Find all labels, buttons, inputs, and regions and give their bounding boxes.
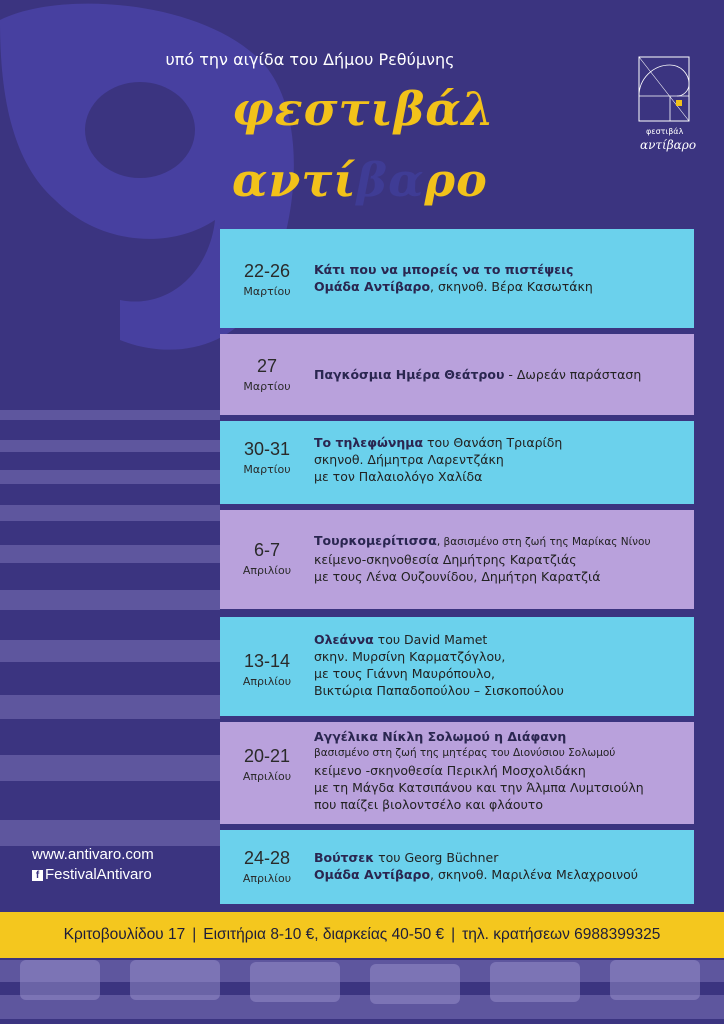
event-month: Απριλίου: [242, 872, 292, 885]
event-text: κείμενο-σκηνοθεσία Δημήτρης Καρατζιάς: [314, 552, 577, 567]
event-line: [314, 796, 688, 813]
event-line: [314, 779, 688, 796]
event-line: [314, 551, 688, 568]
event-card: [220, 229, 694, 328]
event-date: [224, 261, 310, 298]
festival-title-line1: φεστιβάλ: [232, 82, 495, 136]
facebook-handle: FestivalAntivaro: [45, 866, 152, 883]
festival-logo-icon: [638, 56, 690, 122]
event-card: [220, 617, 694, 716]
footer-separator: |: [192, 926, 197, 943]
event-title: Τουρκομερίτισσα: [314, 533, 437, 548]
facebook-link[interactable]: [32, 866, 152, 883]
event-date: [224, 540, 310, 577]
event-line: [314, 665, 688, 682]
facebook-icon: f: [32, 870, 43, 881]
event-days: 22-26: [243, 261, 291, 281]
event-title: Αγγέλικα Νίκλη Σολωμού η Διάφανη: [314, 729, 567, 744]
event-text: του Θανάση Τριαρίδη: [423, 435, 563, 450]
event-line: [314, 261, 688, 278]
event-info: [314, 532, 688, 585]
event-text: βασισμένο στη ζωή της μητέρας του Διονύσιου Σολωμού: [314, 747, 616, 759]
event-info: [314, 631, 688, 699]
event-info: [314, 261, 688, 295]
event-line: [314, 728, 688, 745]
patronage-text: υπό την αιγίδα του Δήμου Ρεθύμνης: [165, 50, 455, 69]
event-line: [314, 849, 688, 866]
event-card: [220, 830, 694, 904]
event-info: [314, 849, 688, 883]
event-title: Ομάδα Αντίβαρο: [314, 867, 431, 882]
event-text: Βικτώρια Παπαδοπούλου – Σισκοπούλου: [314, 683, 564, 698]
logo-big-text: αντίβαρο: [640, 138, 697, 152]
event-date: [224, 848, 310, 885]
event-date: [224, 439, 310, 476]
event-month: Απριλίου: [242, 675, 292, 688]
event-text: σκηνοθ. Δήμητρα Λαρεντζάκη: [314, 452, 504, 467]
event-line: [314, 532, 688, 551]
event-title: Ολεάννα: [314, 632, 374, 647]
event-title: Ομάδα Αντίβαρο: [314, 279, 431, 294]
event-title: Κάτι που να μπορείς να το πιστέψεις: [314, 262, 574, 277]
event-text: με τους Λένα Ουζουνίδου, Δημήτρη Καρατζιά: [314, 569, 601, 584]
event-days: 30-31: [243, 439, 291, 459]
footer-separator: |: [451, 926, 456, 943]
title-part-a: αντί: [232, 153, 357, 207]
title-part-b: βα: [356, 153, 425, 207]
event-days: 24-28: [243, 848, 291, 868]
event-days: 6-7: [253, 540, 280, 560]
footer-address: Κριτοβουλίδου 17: [63, 926, 186, 943]
event-info: [314, 434, 688, 485]
event-days: 20-21: [243, 746, 291, 766]
event-line: [314, 451, 688, 468]
event-text: που παίζει βιολοντσέλο και φλάουτο: [314, 797, 543, 812]
event-card: [220, 421, 694, 504]
event-date: [224, 746, 310, 783]
event-line: [314, 866, 688, 883]
event-title: Βούτσεκ: [314, 850, 375, 865]
event-info: [314, 728, 688, 813]
event-line: [314, 278, 688, 295]
event-month: Μαρτίου: [243, 380, 291, 393]
event-card: [220, 334, 694, 415]
event-month: Μαρτίου: [243, 463, 291, 476]
event-title: Παγκόσμια Ημέρα Θεάτρου: [314, 367, 505, 382]
footer-bar: [0, 912, 724, 958]
event-line: [314, 568, 688, 585]
event-card: [220, 510, 694, 609]
festival-title-line2: [232, 153, 488, 207]
event-line: [314, 468, 688, 485]
event-info: [314, 366, 688, 383]
event-days: 13-14: [243, 651, 291, 671]
event-card: [220, 722, 694, 824]
event-text: κείμενο -σκηνοθεσία Περικλή Μοσχολιδάκη: [314, 763, 586, 778]
event-text: , βασισμένο στη ζωή της Μαρίκας Νίνου: [436, 536, 651, 548]
event-month: Απριλίου: [242, 564, 292, 577]
event-line: [314, 366, 688, 383]
event-text: , σκηνοθ. Βέρα Κασωτάκη: [430, 279, 593, 294]
event-line: [314, 631, 688, 648]
event-month: Απριλίου: [242, 770, 292, 783]
event-line: [314, 434, 688, 451]
event-date: [224, 651, 310, 688]
event-text: - Δωρεάν παράσταση: [504, 367, 642, 382]
event-title: Το τηλεφώνημα: [314, 435, 424, 450]
event-line: [314, 682, 688, 699]
event-text: με τους Γιάννη Μαυρόπουλο,: [314, 666, 495, 681]
title-part-c: ρο: [424, 153, 488, 207]
footer-phone: τηλ. κρατήσεων 6988399325: [462, 926, 661, 943]
logo-small-text: φεστιβάλ: [646, 127, 684, 136]
event-text: , σκηνοθ. Μαριλένα Μελαχροινού: [430, 867, 639, 882]
event-text: με τη Μάγδα Κατσιπάνου και την Άλμπα Λυμτσιούλη: [314, 780, 644, 795]
event-text: του David Mamet: [373, 632, 488, 647]
footer-tickets: Εισιτήρια 8-10 €, διαρκείας 40-50 €: [203, 926, 445, 943]
event-line: [314, 745, 688, 762]
event-text: με τον Παλαιολόγο Χαλίδα: [314, 469, 483, 484]
event-days: 27: [256, 356, 278, 376]
event-month: Μαρτίου: [243, 285, 291, 298]
event-text: σκην. Μυρσίνη Καρματζόγλου,: [314, 649, 506, 664]
event-date: [224, 356, 310, 393]
event-line: [314, 762, 688, 779]
event-line: [314, 648, 688, 665]
website-link[interactable]: www.antivaro.com: [32, 846, 154, 863]
event-text: του Georg Büchner: [374, 850, 499, 865]
